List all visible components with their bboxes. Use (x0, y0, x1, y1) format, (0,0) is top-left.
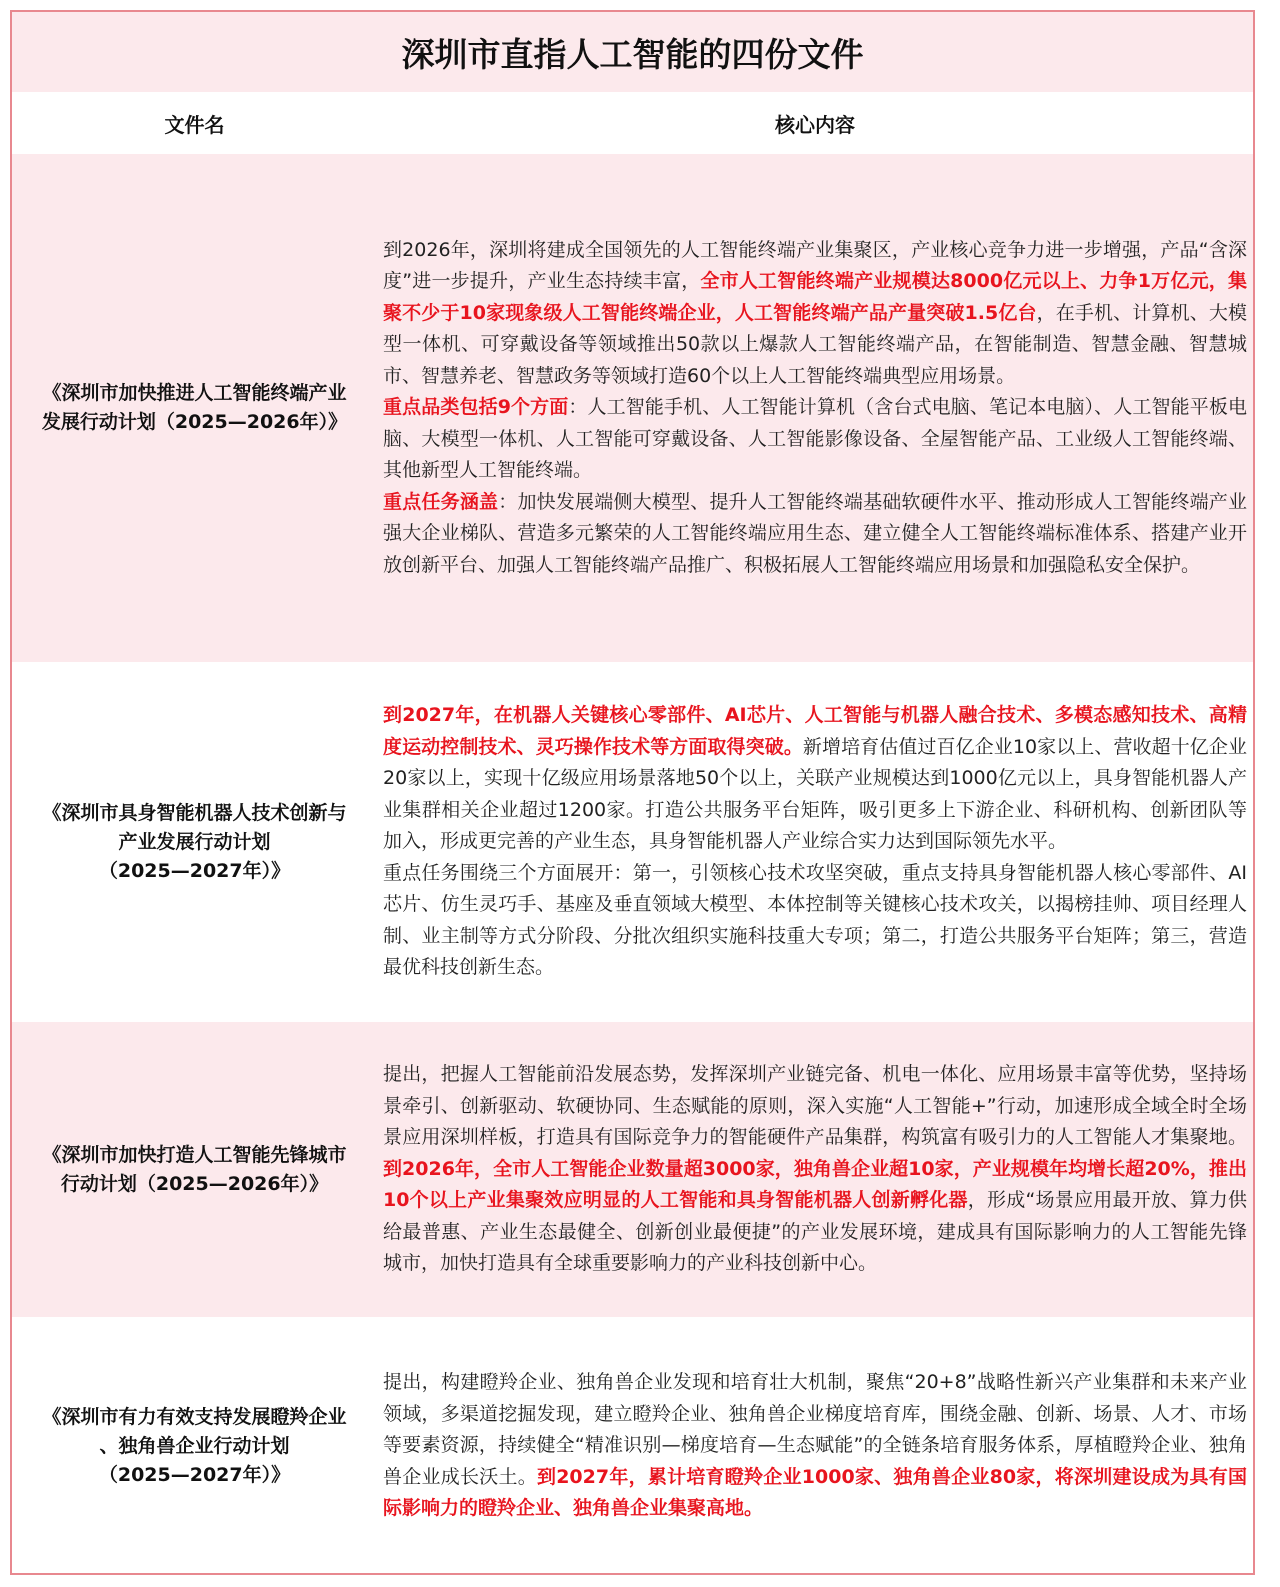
file-name-line: 《深圳市有力有效支持发展瞪羚企业 (42, 1405, 347, 1428)
content-text: ：加快发展端侧大模型、提升人工智能终端基础软硬件水平、推动形成人工智能终端产业强大企业梯队、营造多元繁荣的人工智能终端应用生态、建立健全人工智能终端标准体系、搭建产业开放创新平台、加强人工智能终端产品推广、积极拓展人工智能终端应用场景和加强隐私安全保护。 (383, 490, 1247, 576)
file-name-cell (12, 1317, 377, 1575)
core-content-cell (377, 1317, 1253, 1575)
table-row (12, 1317, 1253, 1575)
content-paragraph: 重点任务围绕三个方面展开：第一，引领核心技术攻坚突破，重点支持具身智能机器人核心零部件、AI芯片、仿生灵巧手、基座及垂直领域大模型、本体控制等关键核心技术攻关，以揭榜挂帅、项目经理人制、业主制等方式分阶段、分批次组织实施科技重大专项；第二，打造公共服务平台矩阵；第三，营造最优科技创新生态。 (383, 861, 1247, 979)
file-name-line: 《深圳市加快打造人工智能先锋城市 (42, 1143, 347, 1166)
document-frame (10, 10, 1255, 1575)
content-paragraph (383, 700, 1247, 858)
highlight-text: 全市人工智能终端产业规模达8000亿元以上、力争1万亿元，集聚不少于10家现象级人工智能终端企业，人工智能终端产品产量突破1.5亿台 (383, 270, 1247, 324)
content-text: 提出，构建瞪羚企业、独角兽企业发现和培育壮大机制，聚焦“20+8”战略性新兴产业集群和未来产业领域，多渠道挖掘发现，建立瞪羚企业、独角兽企业梯度培育库，围绕金融、创新、场景、人才、市场等要素资源，持续健全“精准识别—梯度培育—生态赋能”的全链条培育服务体系，厚植瞪羚企业、独角兽企业成长沃土。 (383, 1371, 1247, 1488)
table-row (12, 1022, 1253, 1317)
content-text: 到2026年，深圳将建成全国领先的人工智能终端产业集聚区，产业核心竞争力进一步增强，产品“含深度”进一步提升，产业生态持续丰富， (383, 238, 1247, 293)
highlight-text: 重点品类包括9个方面 (383, 396, 569, 419)
content-text: ，在手机、计算机、大模型一体机、可穿戴设备等领域推出50款以上爆款人工智能终端产品，在智能制造、智慧金融、智慧城市、智慧养老、智慧政务等领域打造60个以上人工智能终端典型应用场景。 (383, 301, 1247, 387)
table-header (12, 92, 1253, 154)
highlight-text: 到2027年，在机器人关键核心零部件、AI芯片、人工智能与机器人融合技术、多模态感知技术、高精度运动控制技术、灵巧操作技术等方面取得突破。 (383, 704, 1247, 758)
file-name-line: 行动计划（2025—2026年）》 (60, 1172, 329, 1195)
content-text: ，形成“场景应用最开放、算力供给最普惠、产业生态最健全、创新创业最便捷”的产业发展环境，建成具有国际影响力的人工智能先锋城市，加快打造具有全球重要影响力的产业科技创新中心。 (383, 1189, 1247, 1275)
file-name-line: 、独角兽企业行动计划 (99, 1434, 290, 1457)
header-core-content: 核心内容 (775, 112, 855, 137)
file-name-cell (12, 662, 377, 1022)
file-name-line: （2025—2027年）》 (98, 1463, 291, 1486)
content-paragraph (383, 392, 1247, 487)
page-title: 深圳市直指人工智能的四份文件 (12, 12, 1253, 92)
table-row (12, 154, 1253, 662)
content-paragraph (383, 1059, 1247, 1280)
core-content-cell (377, 1022, 1253, 1317)
core-content-cell (377, 662, 1253, 1022)
content-paragraph (383, 1367, 1247, 1525)
header-file-name: 文件名 (164, 112, 225, 137)
content-paragraph (383, 235, 1247, 393)
highlight-text: 到2027年，累计培育瞪羚企业1000家、独角兽企业80家，将深圳建设成为具有国际影响力的瞪羚企业、独角兽企业集聚高地。 (383, 1465, 1247, 1520)
file-name-line: 产业发展行动计划 (118, 830, 271, 853)
table-row (12, 662, 1253, 1022)
content-text: 新增培育估值过百亿企业10家以上、营收超十亿企业20家以上，实现十亿级应用场景落地50个以上，关联产业规模达到1000亿元以上，具身智能机器人产业集群相关企业超过1200家。打造公共服务平台矩阵，吸引更多上下游企业、科研机构、创新团队等加入，形成更完善的产业生态，具身智能机器人产业综合实力达到国际领先水平。 (383, 735, 1247, 853)
file-name-line: 发展行动计划（2025—2026年）》 (41, 411, 348, 433)
highlight-text: 到2026年，全市人工智能企业数量超3000家，独角兽企业超10家，产业规模年均增长超20%，推出10个以上产业集聚效应明显的人工智能和具身智能机器人创新孵化器 (383, 1157, 1247, 1212)
highlight-text: 重点任务涵盖 (383, 490, 499, 513)
file-name-cell (12, 1022, 377, 1317)
file-name-line: 《深圳市具身智能机器人技术创新与 (42, 801, 347, 824)
core-content-cell (377, 154, 1253, 662)
content-text: 提出，把握人工智能前沿发展态势，发挥深圳产业链完备、机电一体化、应用场景丰富等优势，坚持场景牵引、创新驱动、软硬协同、生态赋能的原则，深入实施“人工智能+”行动，加速形成全域全时全场景应用深圳样板，打造具有国际竞争力的智能硬件产品集群，构筑富有吸引力的人工智能人才集聚地。 (383, 1063, 1247, 1149)
content-paragraph (383, 487, 1247, 582)
file-name-line: 《深圳市加快推进人工智能终端产业 (42, 382, 347, 404)
file-name-line: （2025—2027年）》 (98, 859, 291, 882)
file-name-cell (12, 154, 377, 662)
content-text: ：人工智能手机、人工智能计算机（含台式电脑、笔记本电脑）、人工智能平板电脑、大模型一体机、人工智能可穿戴设备、人工智能影像设备、全屋智能产品、工业级人工智能终端、其他新型人工智能终端。 (383, 396, 1247, 482)
